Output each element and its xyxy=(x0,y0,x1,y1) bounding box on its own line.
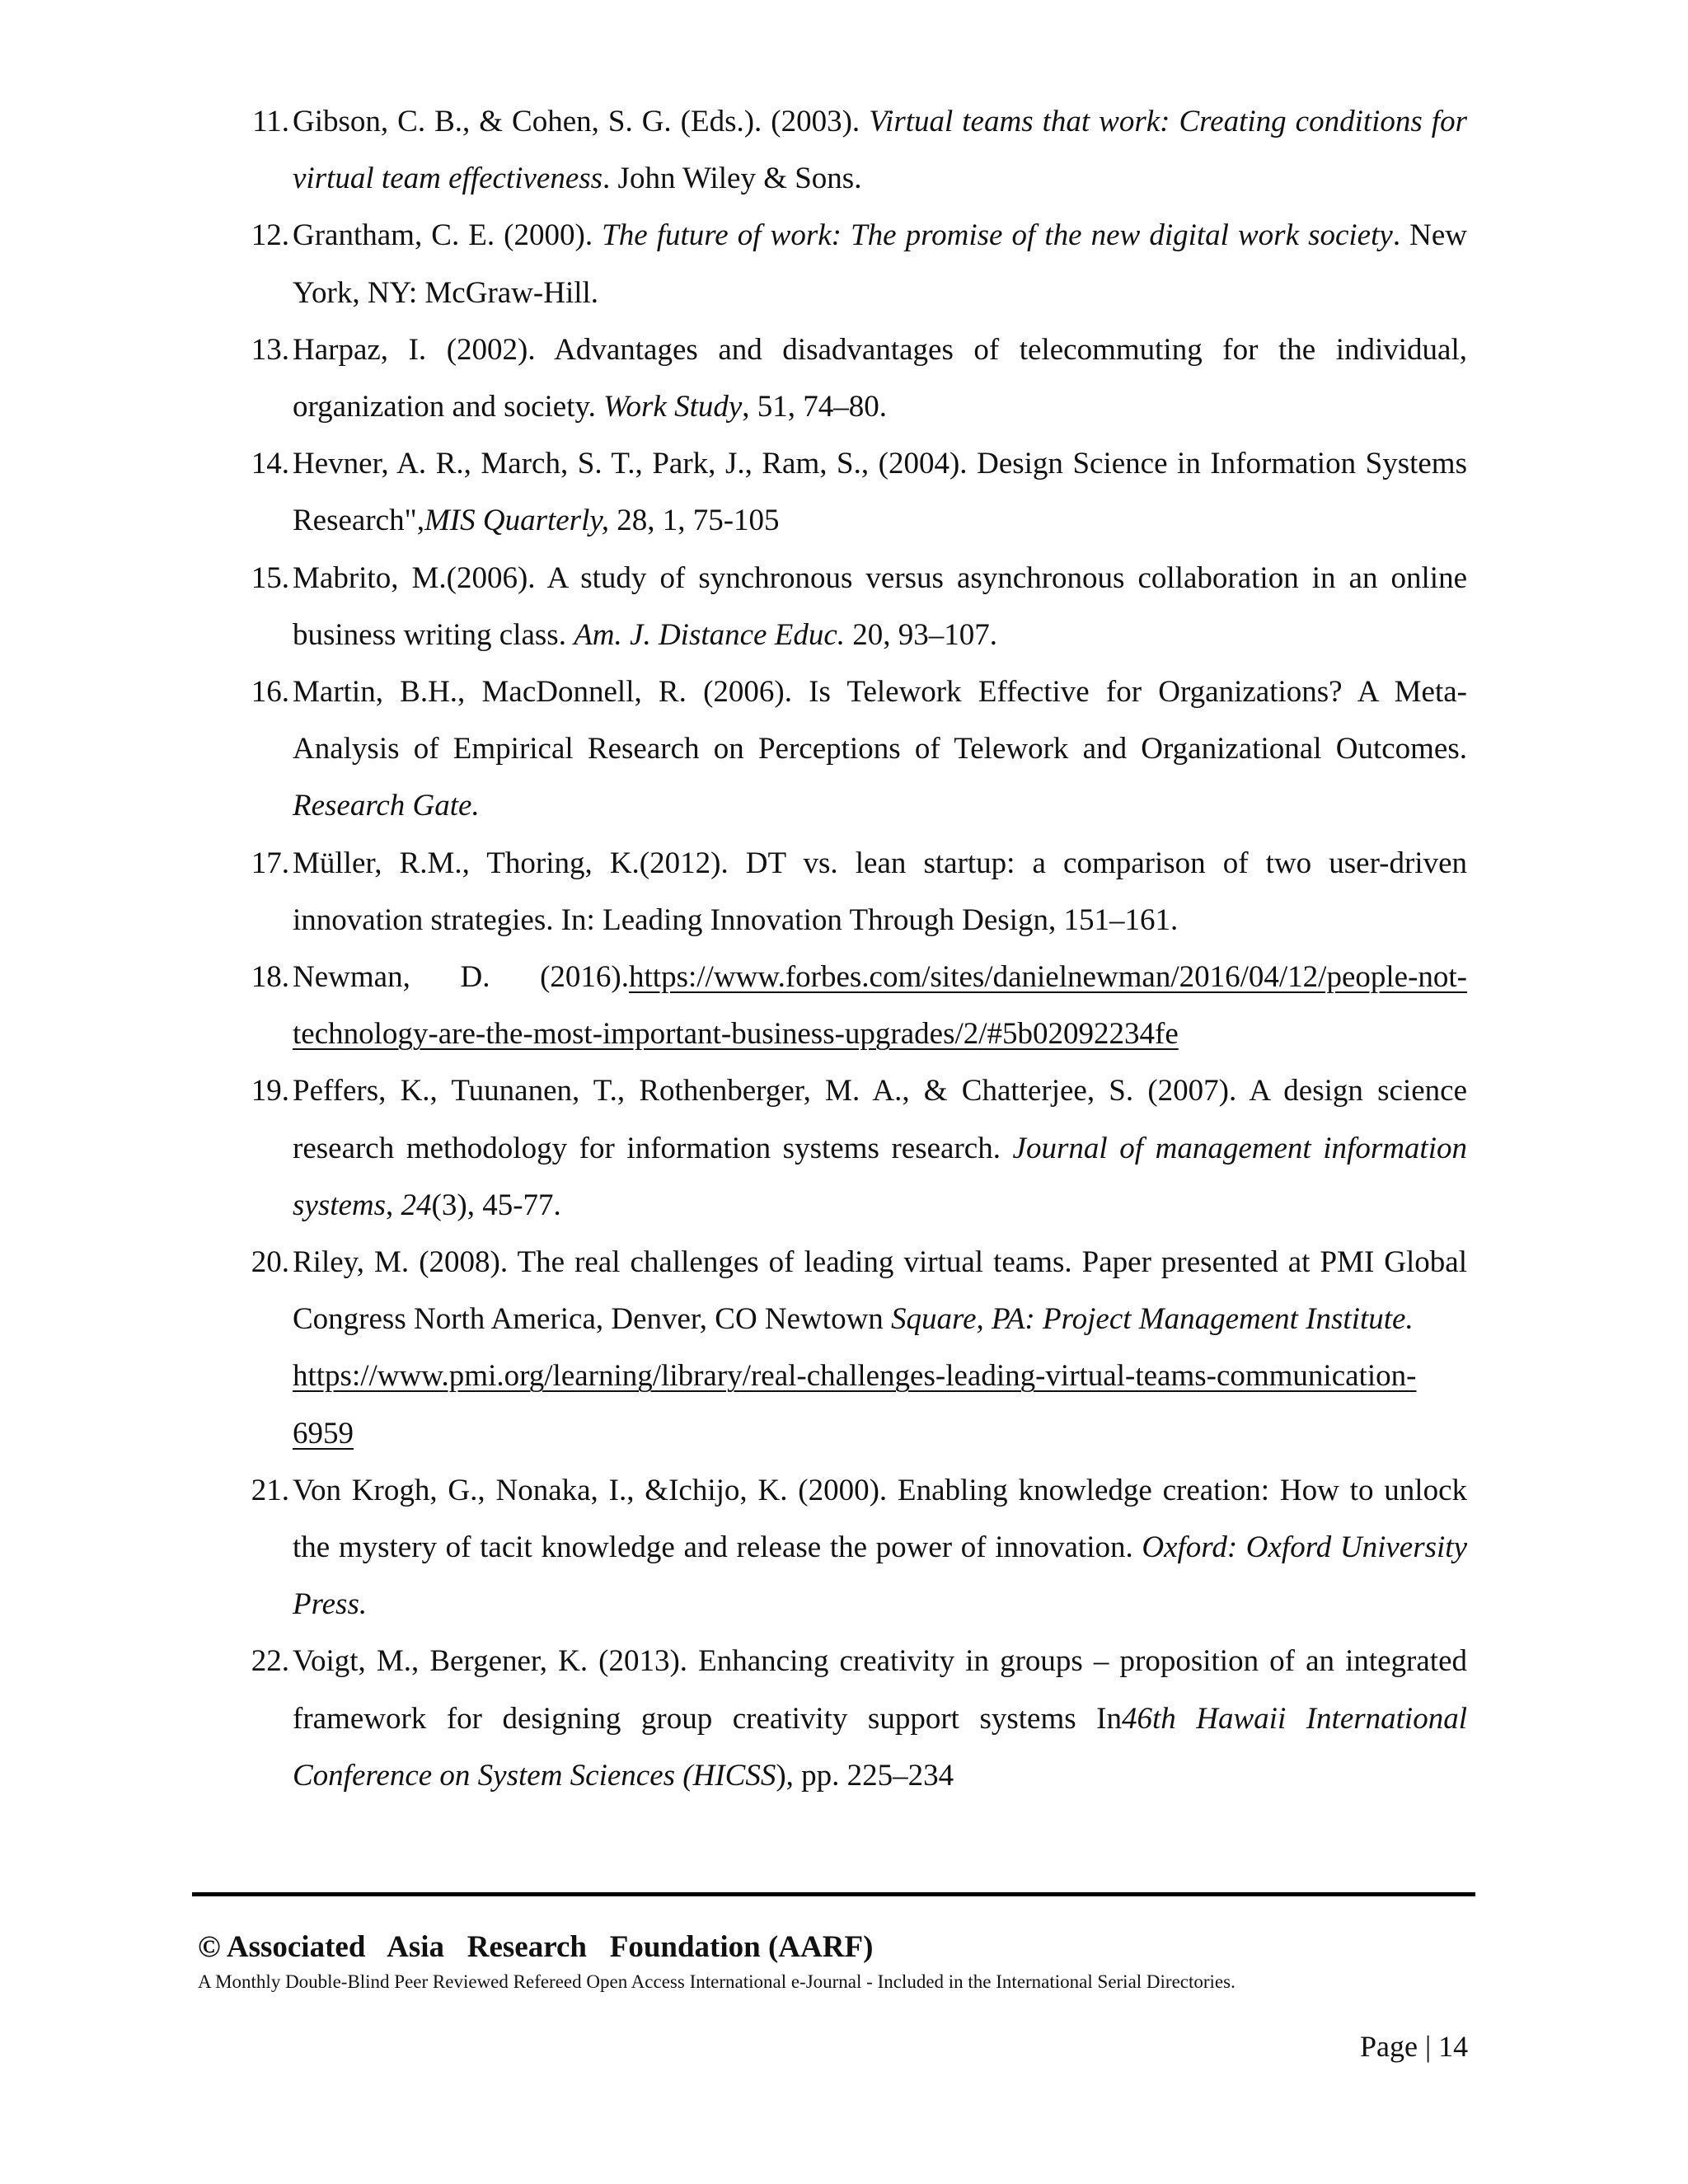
footer-copyright: © Associated Asia Research Foundation (AARF) xyxy=(198,1930,874,1964)
reference-number: 18. xyxy=(251,960,289,995)
reference-plain-text: Gibson, C. B., & Cohen, S. G. (Eds.). (2003). xyxy=(293,105,870,138)
reference-item xyxy=(251,435,1467,549)
reference-italic-text: Am. J. Distance Educ. xyxy=(574,617,845,652)
reference-plain-text: Mabrito, M.(2006). A study of synchronous versus asynchronous collaboration in an online business writing class. xyxy=(293,560,1467,652)
reference-number: 12. xyxy=(251,218,289,253)
reference-item xyxy=(251,835,1467,949)
reference-item xyxy=(251,949,1467,1062)
reference-item xyxy=(251,207,1467,321)
reference-plain-text: Müller, R.M., Thoring, K.(2012). DT vs. lean startup: a comparison of two user-driven innovation strategies. In: Leading Innovation Through Design, 151–161. xyxy=(293,846,1467,937)
reference-italic-text: Journal of management information systems xyxy=(293,1131,1467,1222)
reference-text xyxy=(293,105,1467,195)
reference-number: 21. xyxy=(251,1473,289,1507)
reference-text xyxy=(293,846,1467,937)
reference-italic-text: Research Gate. xyxy=(293,789,480,823)
reference-list xyxy=(251,93,1467,1804)
reference-link[interactable]: https://www.pmi.org/learning/library/real-challenges-leading-virtual-teams-communication-6959 xyxy=(293,1359,1417,1451)
reference-plain-text: Voigt, M., Bergener, K. (2013). Enhancing creativity in groups – proposition of an integrated framework for designing group creativity support systems In xyxy=(293,1644,1467,1736)
reference-italic-text: Work Study xyxy=(603,390,743,424)
reference-number: 15. xyxy=(251,560,289,595)
reference-number: 13. xyxy=(251,332,289,367)
reference-plain-text: . New York, NY: McGraw-Hill. xyxy=(293,218,1467,310)
reference-plain-text: ), pp. 225–234 xyxy=(776,1758,954,1793)
reference-plain-text: 28, 1, 75-105 xyxy=(608,504,780,538)
reference-plain-text: , xyxy=(386,1188,401,1222)
reference-item xyxy=(251,1062,1467,1234)
reference-text xyxy=(293,675,1467,823)
reference-italic-text: The future of work: The promise of the new digital work society xyxy=(602,218,1393,253)
reference-italic-text: 24 xyxy=(401,1188,432,1222)
reference-item xyxy=(251,321,1467,435)
reference-plain-text: Newman, D. (2016). xyxy=(293,960,630,995)
reference-item xyxy=(251,550,1467,663)
reference-italic-text: 46th Hawaii International Conference on System Sciences (HICSS xyxy=(293,1701,1467,1793)
reference-plain-text: Riley, M. (2008). The real challenges of leading virtual teams. Paper presented at PMI Global Congress North America, Denver, CO Newtown xyxy=(293,1245,1467,1337)
reference-text xyxy=(293,1474,1467,1621)
reference-italic-text: Virtual teams that work: Creating conditions for virtual team effectiveness xyxy=(293,105,1467,196)
reference-plain-text: , 51, 74–80. xyxy=(742,390,888,424)
reference-number: 22. xyxy=(251,1644,289,1679)
reference-link[interactable]: https://www.forbes.com/sites/danielnewman/2016/04/12/people-not-technology-are-the-most-important-business-upgrades/2/#5b02092234fe xyxy=(293,960,1467,1052)
reference-text xyxy=(293,1074,1467,1221)
reference-text xyxy=(293,333,1467,424)
reference-number: 19. xyxy=(251,1074,289,1108)
reference-text xyxy=(293,447,1467,537)
reference-item xyxy=(251,663,1467,835)
reference-number: 14. xyxy=(251,447,289,481)
reference-plain-text: Harpaz, I. (2002). Advantages and disadvantages of telecommuting for the individual, organization and society. xyxy=(293,332,1467,424)
reference-plain-text: . John Wiley & Sons. xyxy=(603,162,862,196)
reference-text xyxy=(293,1245,1467,1462)
reference-item xyxy=(252,93,1467,207)
reference-number: 17. xyxy=(251,846,289,880)
reference-number: 16. xyxy=(251,675,289,710)
footer-divider xyxy=(192,1892,1475,1896)
reference-text xyxy=(293,960,1467,1051)
footer-journal-description: A Monthly Double-Blind Peer Reviewed Refereed Open Access International e-Journal - Included in the International Serial Directories. xyxy=(198,1971,1236,1992)
reference-plain-text: (3), 45-77. xyxy=(431,1188,561,1222)
reference-plain-text: Peffers, K., Tuunanen, T., Rothenberger, M. A., & Chatterjee, S. (2007). A design science research methodology for information systems research. xyxy=(293,1074,1467,1165)
reference-plain-text: Hevner, A. R., March, S. T., Park, J., Ram, S., (2004). Design Science in Information Systems Research", xyxy=(293,447,1467,538)
reference-item xyxy=(251,1234,1467,1462)
page-number: Page | 14 xyxy=(1360,2030,1469,2063)
reference-plain-text: 20, 93–107. xyxy=(845,617,997,652)
reference-italic-text: Square, PA: Project Management Institute. xyxy=(891,1302,1414,1337)
reference-item xyxy=(251,1633,1467,1804)
reference-plain-text: Von Krogh, G., Nonaka, I., &Ichijo, K. (2000). Enabling knowledge creation: How to unlock the mystery of tacit knowledge and release the power of innovation. xyxy=(293,1473,1467,1565)
reference-number: 11. xyxy=(252,105,289,138)
reference-plain-text: Martin, B.H., MacDonnell, R. (2006). Is Telework Effective for Organizations? A Meta-Analysis of Empirical Research on Perceptions of Telework and Organizational Outcomes. xyxy=(293,675,1467,766)
reference-item xyxy=(251,1462,1467,1633)
reference-text xyxy=(293,561,1467,652)
reference-italic-text: Oxford: Oxford University Press. xyxy=(293,1530,1467,1622)
reference-italic-text: MIS Quarterly, xyxy=(424,504,609,538)
reference-text xyxy=(293,218,1467,309)
reference-text xyxy=(293,1644,1467,1792)
reference-plain-text: Grantham, C. E. (2000). xyxy=(293,218,603,253)
reference-number: 20. xyxy=(251,1245,289,1280)
